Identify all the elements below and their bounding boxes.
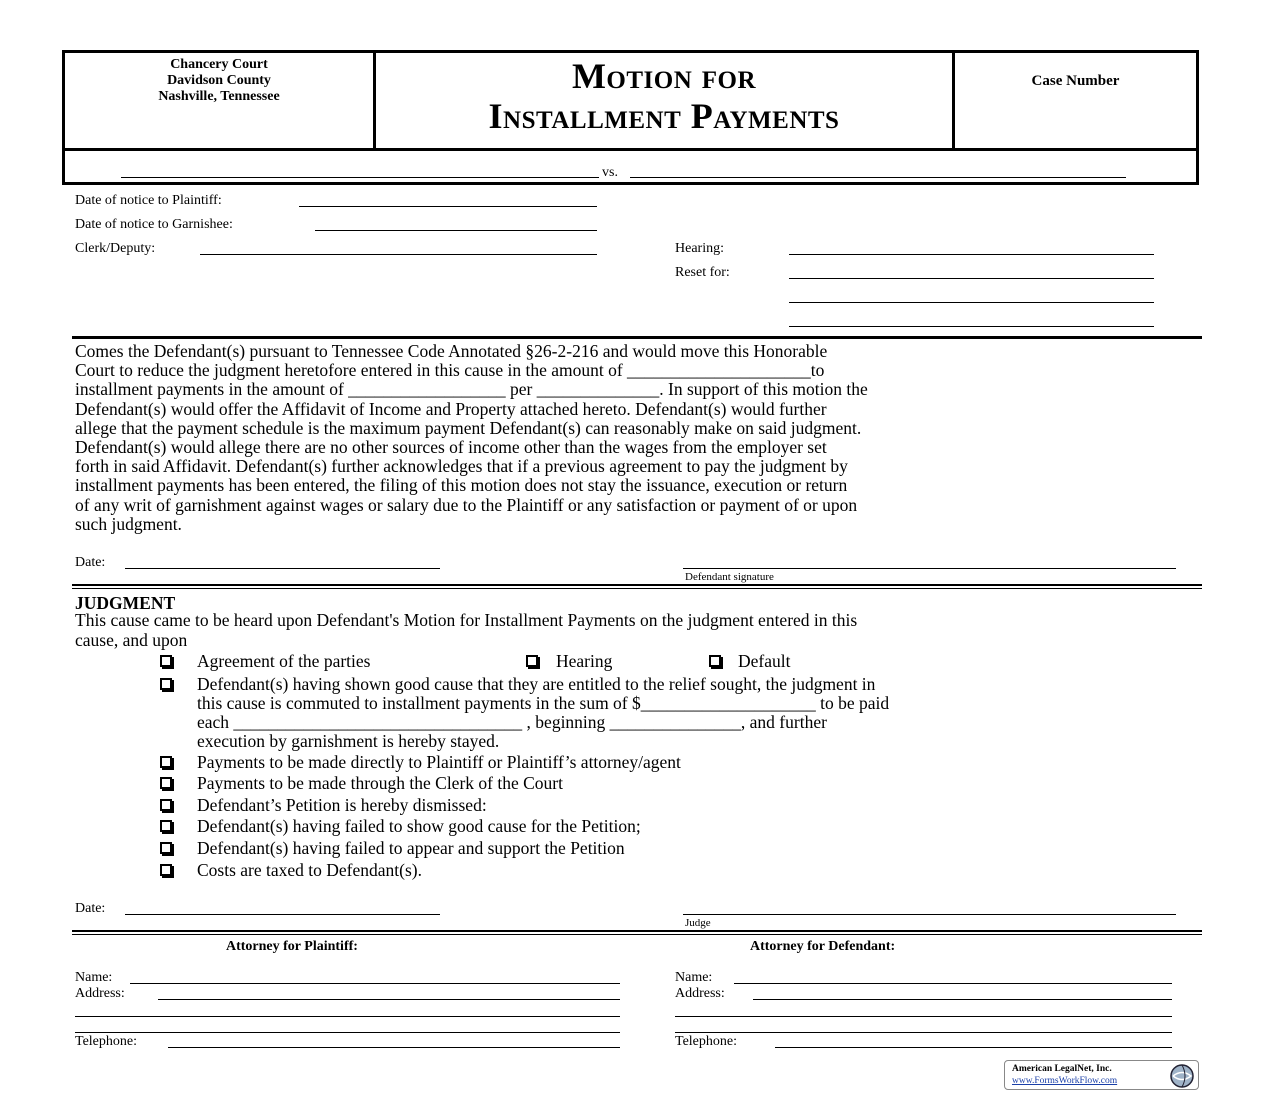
defendant-attorney-telephone-label: Telephone:	[675, 1034, 737, 1049]
clerk-field[interactable]	[200, 240, 597, 255]
good-cause-line: this cause is commuted to installment payments in the sum of $____________________ to be paid	[197, 693, 890, 713]
defendant-attorney-address-label: Address:	[675, 986, 725, 1001]
checkbox-dismissed[interactable]	[160, 799, 172, 811]
option-label: Defendant(s) having failed to appear and support the Petition	[197, 838, 625, 858]
motion-line: installment payments in the amount of __________________ per ______________. In support of this motion the	[75, 379, 868, 400]
form-header	[62, 50, 1199, 185]
globe-icon	[1169, 1063, 1195, 1089]
judgment-intro-2: cause, and upon	[75, 630, 188, 650]
attorney-plaintiff-heading: Attorney for Plaintiff:	[226, 939, 358, 954]
publisher-name: American LegalNet, Inc.	[1012, 1064, 1112, 1074]
court-name: Chancery Court	[170, 57, 268, 72]
county-name: Davidson County	[167, 73, 271, 88]
notice-plaintiff-field[interactable]	[299, 192, 597, 207]
defendant-name-field[interactable]	[630, 163, 1126, 178]
attorney-defendant-heading: Attorney for Defendant:	[750, 939, 896, 954]
judge-label: Judge	[685, 917, 711, 929]
defendant-attorney-telephone-field[interactable]	[775, 1033, 1172, 1048]
option-label: Costs are taxed to Defendant(s).	[197, 860, 422, 880]
motion-line: Comes the Defendant(s) pursuant to Tennessee Code Annotated §26-2-216 and would move this Honorable	[75, 341, 828, 361]
plaintiff-attorney-address-label: Address:	[75, 986, 125, 1001]
parties-row	[65, 151, 1196, 185]
judgment-date-field[interactable]	[125, 900, 440, 915]
motion-line: allege that the payment schedule is the maximum payment Defendant(s) can reasonably make on said judgment.	[75, 417, 862, 438]
checkbox-no-good-cause[interactable]	[160, 820, 172, 832]
form-title	[376, 53, 955, 148]
defendant-attorney-address-field-3[interactable]	[675, 1018, 1172, 1033]
motion-line: of any writ of garnishment against wages or salary due to the Plaintiff or any satisfaction or payment of or upon	[75, 494, 858, 515]
checkbox-default[interactable]	[709, 655, 721, 667]
motion-text	[75, 342, 1205, 534]
checkbox-hearing[interactable]	[526, 655, 538, 667]
motion-date-field[interactable]	[125, 554, 440, 569]
plaintiff-name-field[interactable]	[121, 163, 599, 178]
publisher-url[interactable]: www.FormsWorkFlow.com	[1012, 1076, 1118, 1086]
defendant-attorney-name-field[interactable]	[734, 969, 1172, 984]
case-number-cell[interactable]	[955, 53, 1196, 148]
plaintiff-attorney-address-field-2[interactable]	[75, 1002, 620, 1017]
reset-field-2[interactable]	[789, 288, 1154, 303]
defendant-attorney-address-field-2[interactable]	[675, 1002, 1172, 1017]
option-default-label: Default	[738, 651, 791, 671]
hearing-field[interactable]	[789, 240, 1154, 255]
motion-date-label: Date:	[75, 555, 106, 570]
checkbox-costs[interactable]	[160, 864, 172, 876]
defendant-signature-label: Defendant signature	[685, 571, 774, 583]
defendant-attorney-address-field[interactable]	[753, 985, 1172, 1000]
hearing-label: Hearing:	[675, 241, 724, 256]
judge-signature-field[interactable]	[683, 900, 1176, 915]
judgment-divider	[72, 584, 1202, 589]
judgment-heading: JUDGMENT	[75, 593, 176, 613]
checkbox-agreement[interactable]	[160, 655, 172, 667]
case-number-label: Case Number	[1031, 73, 1120, 89]
plaintiff-attorney-name-label: Name:	[75, 970, 113, 985]
vs-label: vs.	[602, 165, 618, 180]
reset-field-1[interactable]	[789, 264, 1154, 279]
title-line-1: Motion for	[571, 56, 757, 96]
good-cause-line: each _________________________________ , beginning _______________, and further	[197, 712, 827, 732]
option-agreement-label: Agreement of the parties	[197, 651, 371, 671]
motion-line: such judgment.	[75, 513, 182, 534]
plaintiff-attorney-address-field-3[interactable]	[75, 1018, 620, 1033]
option-hearing-label: Hearing	[556, 651, 613, 671]
header-row	[65, 53, 1196, 151]
publisher-logo[interactable]	[1004, 1060, 1199, 1090]
plaintiff-attorney-address-field[interactable]	[158, 985, 620, 1000]
plaintiff-attorney-telephone-label: Telephone:	[75, 1034, 137, 1049]
notice-garnishee-label: Date of notice to Garnishee:	[75, 217, 233, 232]
motion-line: installment payments has been entered, the filing of this motion does not stay the issuance, execution or return	[75, 475, 848, 496]
title-line-2: Installment Payments	[488, 96, 840, 136]
option-label: Payments to be made through the Clerk of the Court	[197, 773, 563, 793]
checkbox-pay-direct[interactable]	[160, 756, 172, 768]
section-divider	[72, 336, 1202, 339]
city-state: Nashville, Tennessee	[158, 89, 280, 104]
plaintiff-attorney-telephone-field[interactable]	[168, 1033, 620, 1048]
clerk-label: Clerk/Deputy:	[75, 241, 156, 256]
checkbox-failed-appear[interactable]	[160, 842, 172, 854]
notice-plaintiff-label: Date of notice to Plaintiff:	[75, 193, 222, 208]
good-cause-line: execution by garnishment is hereby stayed.	[197, 731, 500, 751]
motion-line: Defendant(s) would allege there are no other sources of income other than the wages from the employer set	[75, 437, 827, 458]
option-label: Payments to be made directly to Plaintiff or Plaintiff’s attorney/agent	[197, 752, 681, 772]
defendant-attorney-name-label: Name:	[675, 970, 713, 985]
motion-line: forth in said Affidavit. Defendant(s) further acknowledges that if a previous agreement to pay the judgment by	[75, 456, 848, 477]
checkbox-pay-clerk[interactable]	[160, 777, 172, 789]
plaintiff-attorney-name-field[interactable]	[130, 969, 620, 984]
defendant-signature-field[interactable]	[683, 554, 1176, 569]
reset-label: Reset for:	[675, 265, 730, 280]
judgment-intro-1: This cause came to be heard upon Defendant's Motion for Installment Payments on the judgment entered in this	[75, 610, 858, 630]
notice-garnishee-field[interactable]	[315, 216, 597, 231]
checkbox-good-cause[interactable]	[160, 678, 172, 690]
judgment-date-label: Date:	[75, 901, 106, 916]
option-label: Defendant(s) having failed to show good cause for the Petition;	[197, 816, 641, 836]
option-label: Defendant’s Petition is hereby dismissed:	[197, 795, 487, 815]
court-info	[65, 53, 376, 148]
motion-line: Defendant(s) would offer the Affidavit of Income and Property attached hereto. Defendant(s) would further	[75, 398, 827, 419]
motion-line: Court to reduce the judgment heretofore entered in this cause in the amount of _____________________to	[75, 360, 825, 381]
attorney-divider	[72, 930, 1202, 935]
good-cause-line: Defendant(s) having shown good cause that they are entitled to the relief sought, the judgment in	[197, 674, 876, 694]
reset-field-3[interactable]	[789, 312, 1154, 327]
